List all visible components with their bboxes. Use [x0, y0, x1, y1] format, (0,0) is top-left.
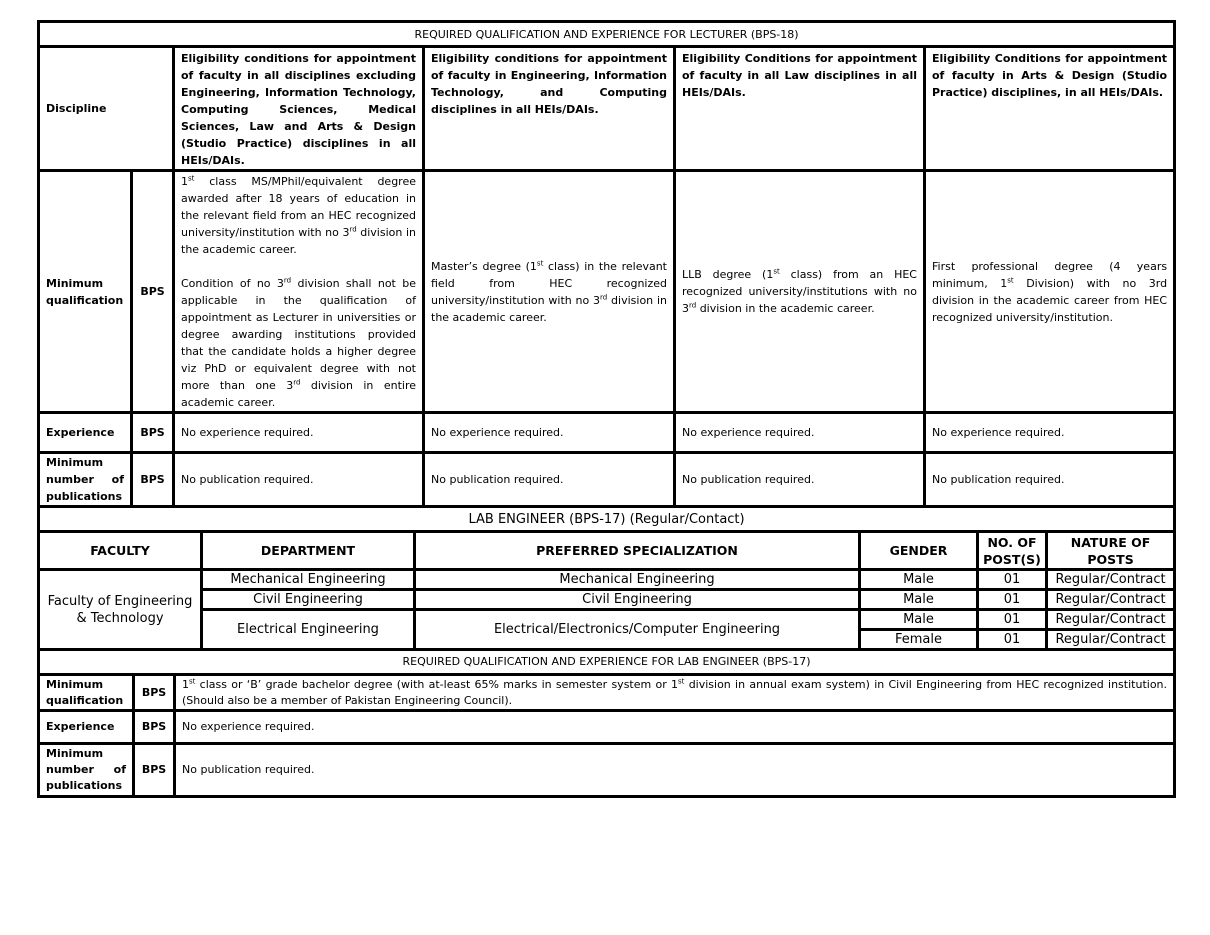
experience-arts: No experience required. — [925, 413, 1175, 453]
gender-3: Male — [860, 610, 978, 630]
discipline-header-arts: Eligibility Conditions for appointment of faculty in Arts & Design (Studio Practice) disciplines, in all HEIs/DAIs. — [925, 47, 1175, 171]
min-qual-general-p1: 1st class MS/MPhil/equivalent degree awarded after 18 years of education in the relevant field from an HEC recognized university/institution with no 3rd division in the academic career. — [181, 174, 416, 256]
nature-4: Regular/Contract — [1047, 630, 1175, 650]
publications-engineering: No publication required. — [424, 453, 675, 507]
publications-label: Minimum number of publications — [39, 453, 132, 507]
publications-general: No publication required. — [174, 453, 424, 507]
experience-engineering: No experience required. — [424, 413, 675, 453]
lab-engineer-table — [37, 505, 1176, 651]
experience-general: No experience required. — [174, 413, 424, 453]
experience-label: Experience — [39, 413, 132, 453]
specialization-electrical: Electrical/Electronics/Computer Engineering — [415, 610, 860, 650]
publications-law: No publication required. — [675, 453, 925, 507]
min-qual-label: Minimum qualification — [39, 171, 132, 413]
lab-experience-bps: BPS — [134, 711, 175, 744]
min-qual-arts: First professional degree (4 years minimum, 1st Division) with no 3rd division in the academic career from HEC recognized university/institution. — [925, 171, 1175, 413]
publications-arts: No publication required. — [925, 453, 1175, 507]
experience-bps: BPS — [132, 413, 174, 453]
department-electrical: Electrical Engineering — [202, 610, 415, 650]
lab-experience-label: Experience — [39, 711, 134, 744]
col-nature: NATURE OF POSTS — [1047, 532, 1175, 570]
lab-engineer-title: LAB ENGINEER (BPS-17) (Regular/Contact) — [39, 507, 1175, 532]
posts-4: 01 — [978, 630, 1047, 650]
discipline-label: Discipline — [39, 47, 174, 171]
discipline-header-engineering: Eligibility conditions for appointment of faculty in Engineering, Information Technology, and Computing disciplines in all HEIs/DAIs. — [424, 47, 675, 171]
col-gender: GENDER — [860, 532, 978, 570]
min-qual-engineering: Master’s degree (1st class) in the relevant field from HEC recognized university/institution with no 3rd division in the academic career. — [424, 171, 675, 413]
specialization-civil: Civil Engineering — [415, 590, 860, 610]
publications-bps: BPS — [132, 453, 174, 507]
lecturer-table — [37, 20, 1176, 508]
specialization-mechanical: Mechanical Engineering — [415, 570, 860, 590]
col-faculty: FACULTY — [39, 532, 202, 570]
discipline-header-law: Eligibility Conditions for appointment of faculty in all Law disciplines in all HEIs/DAIs. — [675, 47, 925, 171]
gender-1: Male — [860, 570, 978, 590]
min-qual-bps: BPS — [132, 171, 174, 413]
posts-3: 01 — [978, 610, 1047, 630]
lab-qual-title: REQUIRED QUALIFICATION AND EXPERIENCE FOR LAB ENGINEER (BPS-17) — [39, 650, 1175, 675]
min-qual-law: LLB degree (1st class) from an HEC recognized university/institutions with no 3rd division in the academic career. — [675, 171, 925, 413]
min-qual-general-p2: Condition of no 3rd division shall not be applicable in the qualification of appointment as Lecturer in universities or degree awarding institutions provided that the candidate holds a higher degree viz PhD or equivalent degree with not more than one 3rd division in entire academic career. — [181, 276, 416, 409]
lab-min-qual-text: 1st class or ‘B’ grade bachelor degree (with at-least 65% marks in semester system or 1st division in annual exam system) in Civil Engineering from HEC recognized institution. (Should also be a member of Pakistan Engineering Council). — [175, 675, 1175, 711]
nature-2: Regular/Contract — [1047, 590, 1175, 610]
nature-1: Regular/Contract — [1047, 570, 1175, 590]
faculty-cell: Faculty of Engineering & Technology — [39, 570, 202, 650]
discipline-header-general: Eligibility conditions for appointment of faculty in all disciplines excluding Engineering, Information Technology, Computing Sciences, Medical Sciences, Law and Arts & Design (Studio Practice) disciplines in all HEIs/DAIs. — [174, 47, 424, 171]
gender-2: Male — [860, 590, 978, 610]
lab-publications-label: Minimum number of publications — [39, 744, 134, 797]
col-department: DEPARTMENT — [202, 532, 415, 570]
lab-publications-bps: BPS — [134, 744, 175, 797]
nature-3: Regular/Contract — [1047, 610, 1175, 630]
document — [37, 20, 1173, 798]
min-qual-general — [174, 171, 424, 413]
posts-1: 01 — [978, 570, 1047, 590]
lab-min-qual-bps: BPS — [134, 675, 175, 711]
lab-min-qual-label: Minimum qualification — [39, 675, 134, 711]
lab-publications-text: No publication required. — [175, 744, 1175, 797]
lab-experience-text: No experience required. — [175, 711, 1175, 744]
posts-2: 01 — [978, 590, 1047, 610]
lecturer-title: REQUIRED QUALIFICATION AND EXPERIENCE FOR LECTURER (BPS-18) — [39, 22, 1175, 47]
gender-4: Female — [860, 630, 978, 650]
lab-qual-table — [37, 648, 1176, 798]
department-civil: Civil Engineering — [202, 590, 415, 610]
col-specialization: PREFERRED SPECIALIZATION — [415, 532, 860, 570]
col-posts: NO. OF POST(S) — [978, 532, 1047, 570]
department-mechanical: Mechanical Engineering — [202, 570, 415, 590]
experience-law: No experience required. — [675, 413, 925, 453]
